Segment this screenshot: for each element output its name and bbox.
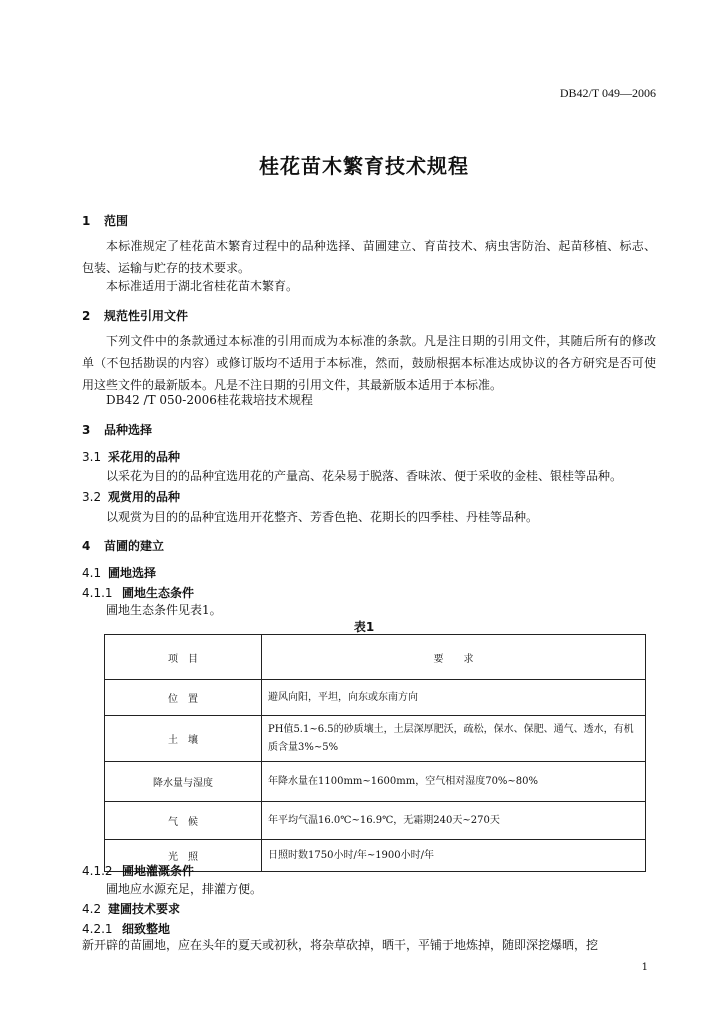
subsection-title: 细致整地 [122, 922, 171, 936]
table-row [105, 762, 646, 802]
table-cell-requirement: 年降水量在1100mm~1600mm，空气相对湿度70%~80% [262, 762, 646, 802]
table-row [105, 716, 646, 762]
reference-document: DB42 /T 050-2006桂花栽培技术规程 [106, 393, 313, 407]
section-title: 规范性引用文件 [104, 309, 189, 323]
subsection-title: 圃地灌溉条件 [122, 864, 195, 878]
table-row [105, 802, 646, 840]
subsection-heading-ornamental-varieties [82, 488, 180, 505]
section-heading-scope [82, 212, 128, 229]
subsection-number: 4.1 [82, 566, 102, 580]
page-number: 1 [641, 962, 648, 973]
subsection-title: 圃地选择 [108, 566, 157, 580]
section-title: 范围 [104, 214, 129, 228]
table-cell-item: 光 照 [105, 840, 262, 872]
ornamental-varieties-text: 以观赏为目的的品种宜选用开花整齐、芳香色艳、花期长的四季桂、丹桂等品种。 [106, 510, 539, 524]
table-cell-requirement: 避风向阳，平坦，向东或东南方向 [262, 680, 646, 716]
section-number: 2 [82, 309, 91, 323]
section-heading-references [82, 307, 188, 324]
references-paragraph: 下列文件中的条款通过本标准的引用而成为本标准的条款。凡是注日期的引用文件，其随后所有的修改单（不包括勘误的内容）或修订版均不适用于本标准，然而，鼓励根据本标准达成协议的各方研究是否可使用这些文件的最新版本。凡是不注日期的引用文件，其最新版本适用于本标准。 [82, 334, 656, 392]
table-cell-requirement: 年平均气温16.0℃~16.9℃，无霜期240天~270天 [262, 802, 646, 840]
subsection-number: 4.1.2 [82, 864, 113, 878]
subsection-title: 建圃技术要求 [108, 902, 181, 916]
table-cell-item: 土 壤 [105, 716, 262, 762]
section-heading-varieties [82, 421, 152, 438]
site-conditions-table [104, 634, 646, 872]
subsection-number: 3.1 [82, 450, 102, 464]
subsection-heading-flower-varieties [82, 448, 180, 465]
document-number: DB42/T 049—2006 [559, 86, 656, 100]
table-row [105, 680, 646, 716]
section-title: 苗圃的建立 [104, 539, 165, 553]
table-header-requirement: 要 求 [262, 635, 646, 680]
section-title: 品种选择 [104, 423, 153, 437]
flower-varieties-text: 以采花为目的的品种宜选用花的产量高、花朵易于脱落、香味浓、便于采收的金桂、银桂等品种。 [106, 469, 623, 483]
subsection-title: 采花用的品种 [108, 450, 181, 464]
table-header-row [105, 635, 646, 680]
subsection-heading-irrigation [82, 862, 194, 879]
land-preparation-text: 新开辟的苗圃地，应在头年的夏天或初秋，将杂草砍掉，晒干，平铺于地炼掉，随即深挖爆晒，挖 [82, 938, 599, 952]
section-number: 4 [82, 539, 91, 553]
table-cell-requirement: 日照时数1750小时/年~1900小时/年 [262, 840, 646, 872]
subsection-heading-site-selection [82, 564, 156, 581]
table-cell-item: 降水量与湿度 [105, 762, 262, 802]
section-number: 1 [82, 214, 91, 228]
subsection-title: 观赏用的品种 [108, 490, 181, 504]
ecological-conditions-text: 圃地生态条件见表1。 [106, 603, 222, 617]
table-caption: 表1 [353, 620, 375, 634]
section-number: 3 [82, 423, 91, 437]
scope-applicability: 本标准适用于湖北省桂花苗木繁育。 [106, 279, 299, 293]
subsection-heading-ecological-conditions [82, 584, 194, 601]
subsection-title: 圃地生态条件 [122, 586, 195, 600]
subsection-heading-nursery-requirements [82, 900, 180, 917]
subsection-number: 4.2.1 [82, 922, 113, 936]
scope-paragraph: 本标准规定了桂花苗木繁育过程中的品种选择、苗圃建立、育苗技术、病虫害防治、起苗移植、标志、包装、运输与贮存的技术要求。 [82, 239, 656, 275]
table-cell-item: 位 置 [105, 680, 262, 716]
irrigation-text: 圃地应水源充足，排灌方便。 [106, 882, 263, 896]
subsection-number: 3.2 [82, 490, 102, 504]
subsection-number: 4.1.1 [82, 586, 113, 600]
table-cell-requirement: PH值5.1~6.5的砂质壤土，土层深厚肥沃，疏松，保水、保肥、通气、透水，有机质含量3%~5% [262, 716, 646, 762]
table-header-item: 项 目 [105, 635, 262, 680]
section-heading-nursery [82, 537, 164, 554]
subsection-number: 4.2 [82, 902, 102, 916]
page-title: 桂花苗木繁育技术规程 [259, 154, 469, 178]
table-cell-item: 气 候 [105, 802, 262, 840]
